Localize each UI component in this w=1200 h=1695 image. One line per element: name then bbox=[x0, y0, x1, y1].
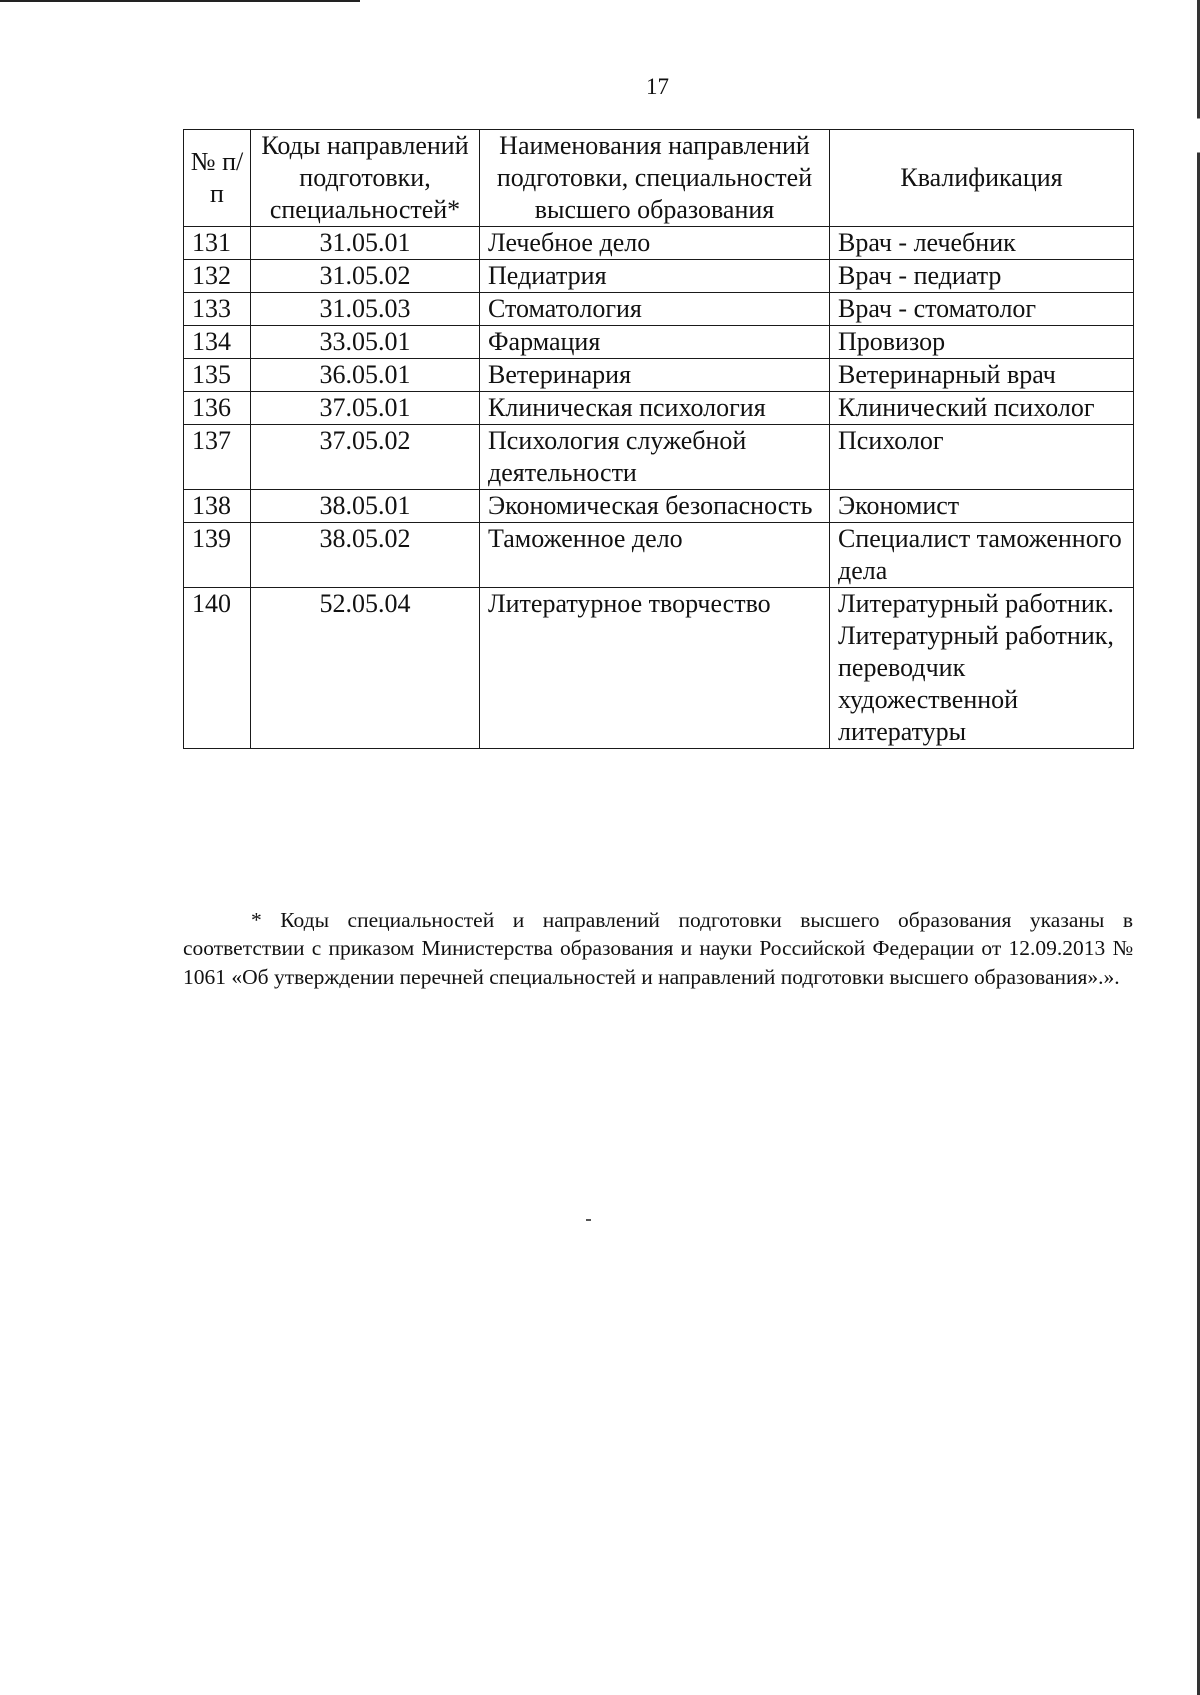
row-number: 132 bbox=[184, 260, 251, 293]
row-code: 31.05.02 bbox=[251, 260, 480, 293]
row-name: Педиатрия bbox=[480, 260, 830, 293]
table-row bbox=[184, 392, 1134, 425]
row-code: 37.05.02 bbox=[251, 425, 480, 490]
specialties-table bbox=[183, 129, 1134, 749]
row-number: 139 bbox=[184, 523, 251, 588]
table-row bbox=[184, 260, 1134, 293]
row-name: Ветеринария bbox=[480, 359, 830, 392]
table-row bbox=[184, 425, 1134, 490]
row-qualification: Экономист bbox=[830, 490, 1134, 523]
row-code: 31.05.03 bbox=[251, 293, 480, 326]
row-code: 37.05.01 bbox=[251, 392, 480, 425]
table-row bbox=[184, 227, 1134, 260]
footnote: * Коды специальностей и направлений подготовки высшего образования указаны в соответствии с приказом Министерства образования и науки Российской Федерации от 12.09.2013 № 1061 «Об утверждении перечней специальностей и направлений подготовки высшего образования».». bbox=[183, 907, 1133, 989]
row-name: Фармация bbox=[480, 326, 830, 359]
row-number: 137 bbox=[184, 425, 251, 490]
row-number: 138 bbox=[184, 490, 251, 523]
row-code: 52.05.04 bbox=[251, 588, 480, 749]
row-number: 131 bbox=[184, 227, 251, 260]
scan-artifact bbox=[586, 1219, 591, 1221]
row-name: Стоматология bbox=[480, 293, 830, 326]
row-name: Литературное творчество bbox=[480, 588, 830, 749]
scan-edge-top bbox=[0, 0, 360, 2]
row-code: 38.05.02 bbox=[251, 523, 480, 588]
row-code: 36.05.01 bbox=[251, 359, 480, 392]
row-qualification: Клинический психолог bbox=[830, 392, 1134, 425]
row-name: Клиническая психология bbox=[480, 392, 830, 425]
row-code: 31.05.01 bbox=[251, 227, 480, 260]
row-qualification: Специалист таможенного дела bbox=[830, 523, 1134, 588]
row-qualification: Ветеринарный врач bbox=[830, 359, 1134, 392]
header-qualification: Квалификация bbox=[830, 130, 1134, 227]
row-qualification: Психолог bbox=[830, 425, 1134, 490]
row-name: Экономическая безопасность bbox=[480, 490, 830, 523]
table-row bbox=[184, 588, 1134, 749]
row-qualification: Врач - стоматолог bbox=[830, 293, 1134, 326]
table-row bbox=[184, 326, 1134, 359]
row-number: 140 bbox=[184, 588, 251, 749]
table-row bbox=[184, 293, 1134, 326]
row-name: Психология служебной деятельности bbox=[480, 425, 830, 490]
row-code: 33.05.01 bbox=[251, 326, 480, 359]
row-number: 134 bbox=[184, 326, 251, 359]
table-header-row bbox=[184, 130, 1134, 227]
row-qualification: Врач - лечебник bbox=[830, 227, 1134, 260]
header-code: Коды направлений подготовки, специальностей* bbox=[251, 130, 480, 227]
row-number: 136 bbox=[184, 392, 251, 425]
table-row bbox=[184, 523, 1134, 588]
header-number: № п/п bbox=[184, 130, 251, 227]
row-code: 38.05.01 bbox=[251, 490, 480, 523]
table-row bbox=[184, 490, 1134, 523]
row-name: Таможенное дело bbox=[480, 523, 830, 588]
row-qualification: Литературный работник. Литературный работник, переводчик художественной литературы bbox=[830, 588, 1134, 749]
header-name: Наименования направлений подготовки, специальностей высшего образования bbox=[480, 130, 830, 227]
row-number: 135 bbox=[184, 359, 251, 392]
row-qualification: Врач - педиатр bbox=[830, 260, 1134, 293]
row-qualification: Провизор bbox=[830, 326, 1134, 359]
row-number: 133 bbox=[184, 293, 251, 326]
page-number: 17 bbox=[646, 74, 669, 99]
row-name: Лечебное дело bbox=[480, 227, 830, 260]
table-row bbox=[184, 359, 1134, 392]
